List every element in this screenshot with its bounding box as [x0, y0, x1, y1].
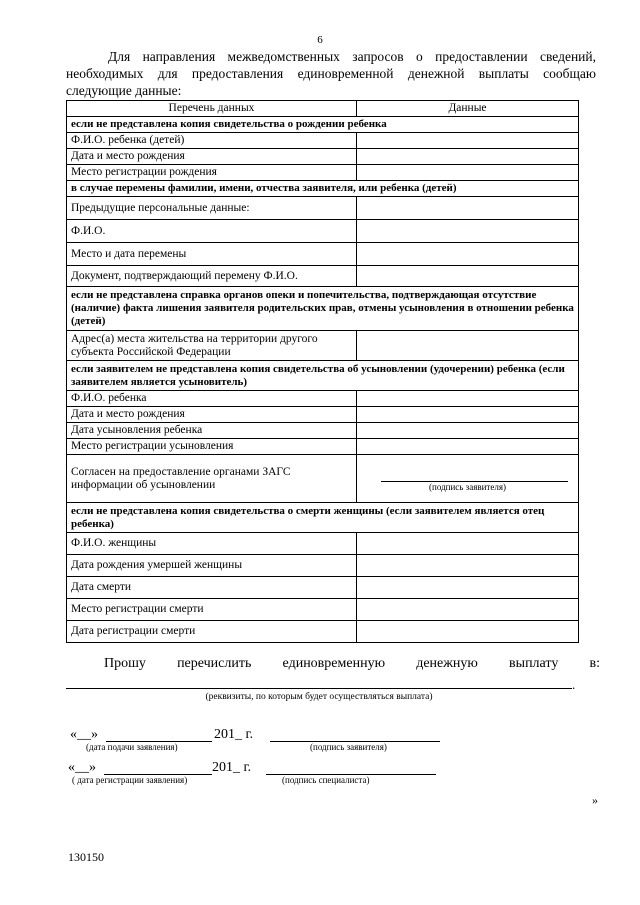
- section-title: если не представлена копия свидетельства о смерти женщины (если заявителем является отец ребенка): [67, 503, 579, 533]
- request-word: денежную: [416, 656, 478, 671]
- row-label: Ф.И.О. женщины: [67, 533, 357, 555]
- table-row: [67, 577, 579, 599]
- row-label: Ф.И.О.: [67, 220, 357, 243]
- request-word: Прошу: [104, 656, 146, 671]
- data-cell[interactable]: [357, 243, 579, 266]
- consent-label: Согласен на предоставление органами ЗАГС информации об усыновлении: [67, 455, 357, 503]
- table-row: [67, 391, 579, 407]
- table-row: [67, 243, 579, 266]
- data-cell[interactable]: [357, 439, 579, 455]
- intro-text: Для направления межведомственных запросов о предоставлении сведений, необходимых для предоставления единовременной денежной выплаты сообщаю следующие данные:: [66, 49, 596, 98]
- data-cell[interactable]: [357, 391, 579, 407]
- data-cell[interactable]: [357, 555, 579, 577]
- payment-details-field[interactable]: [66, 688, 572, 689]
- table-section-row: [67, 503, 579, 533]
- submission-date-open: «__»: [70, 727, 98, 742]
- section-title: если не представлена справка органов опеки и попечительства, подтверждающая отсутствие (наличие) факта лишения заявителя родительских прав, отмены усыновления в отношении ребенка (детей): [67, 287, 579, 331]
- closing-quote: »: [592, 793, 598, 807]
- table-row: [67, 407, 579, 423]
- request-word: перечислить: [177, 656, 252, 671]
- table-row: [67, 423, 579, 439]
- data-cell[interactable]: [357, 133, 579, 149]
- table-row: [67, 533, 579, 555]
- table-section-row: [67, 361, 579, 391]
- table-row: [67, 220, 579, 243]
- table-header-row: [67, 101, 579, 117]
- data-cell[interactable]: [357, 423, 579, 439]
- row-label: Место регистрации смерти: [67, 599, 357, 621]
- table-section-row: [67, 117, 579, 133]
- request-word: в:: [589, 656, 600, 671]
- data-cell[interactable]: [357, 407, 579, 423]
- table-row: [67, 621, 579, 643]
- data-cell[interactable]: [357, 149, 579, 165]
- table-row: [67, 149, 579, 165]
- section-title: в случае перемены фамилии, имени, отчества заявителя, или ребенка (детей): [67, 181, 579, 197]
- footer-code: 130150: [68, 850, 104, 864]
- registration-date-caption: ( дата регистрации заявления): [72, 775, 188, 785]
- data-table: [66, 100, 579, 643]
- data-cell[interactable]: [357, 220, 579, 243]
- data-cell[interactable]: [357, 621, 579, 643]
- row-label: Ф.И.О. ребенка: [67, 391, 357, 407]
- row-label: Дата и место рождения: [67, 407, 357, 423]
- row-label: Предыдущие персональные данные:: [67, 197, 357, 220]
- row-label: Дата и место рождения: [67, 149, 357, 165]
- table-row: [67, 266, 579, 287]
- request-word: выплату: [509, 656, 559, 671]
- section-title: если заявителем не представлена копия свидетельства об усыновлении (удочерении) ребенка (если заявителем является усыновитель): [67, 361, 579, 391]
- data-cell[interactable]: [357, 197, 579, 220]
- data-cell[interactable]: [357, 331, 579, 361]
- data-cell[interactable]: [357, 165, 579, 181]
- table-row: [67, 133, 579, 149]
- row-label: Адрес(а) места жительства на территории другого субъекта Российской Федерации: [67, 331, 357, 361]
- payment-request-line: [104, 656, 600, 672]
- row-label: Ф.И.О. ребенка (детей): [67, 133, 357, 149]
- data-cell[interactable]: [357, 533, 579, 555]
- table-row: [67, 165, 579, 181]
- specialist-signature-caption: (подпись специалиста): [282, 775, 370, 785]
- table-row: [67, 197, 579, 220]
- header-data-values: Данные: [357, 101, 579, 117]
- consent-signature-cell[interactable]: [357, 455, 579, 503]
- row-label: Место регистрации усыновления: [67, 439, 357, 455]
- registration-date-open: «__»: [68, 760, 96, 775]
- table-section-row: [67, 181, 579, 197]
- table-row: [67, 555, 579, 577]
- data-cell[interactable]: [357, 577, 579, 599]
- request-word: единовременную: [282, 656, 386, 671]
- row-label: Место регистрации рождения: [67, 165, 357, 181]
- table-row-consent: [67, 455, 579, 503]
- table-row: [67, 331, 579, 361]
- intro-paragraph: [66, 48, 596, 99]
- section-title: если не представлена копия свидетельства о рождении ребенка: [67, 117, 579, 133]
- submission-year: 201_ г.: [214, 727, 254, 742]
- applicant-signature-caption: (подпись заявителя): [310, 742, 387, 752]
- row-label: Дата рождения умершей женщины: [67, 555, 357, 577]
- header-data-list: Перечень данных: [67, 101, 357, 117]
- payment-details-caption: (реквизиты, по которым будет осуществляться выплата): [205, 692, 433, 702]
- data-cell[interactable]: [357, 599, 579, 621]
- table-row: [67, 599, 579, 621]
- table-section-row: [67, 287, 579, 331]
- row-label: Документ, подтверждающий перемену Ф.И.О.: [67, 266, 357, 287]
- row-label: Дата регистрации смерти: [67, 621, 357, 643]
- page-number: 6: [317, 34, 323, 46]
- row-label: Место и дата перемены: [67, 243, 357, 266]
- row-label: Дата усыновления ребенка: [67, 423, 357, 439]
- registration-year: 201_ г.: [212, 760, 252, 775]
- submission-date-caption: (дата подачи заявления): [86, 742, 178, 752]
- row-label: Дата смерти: [67, 577, 357, 599]
- table-row: [67, 439, 579, 455]
- data-cell[interactable]: [357, 266, 579, 287]
- payment-details-end-mark: .: [572, 677, 576, 692]
- signature-caption: (подпись заявителя): [429, 482, 506, 492]
